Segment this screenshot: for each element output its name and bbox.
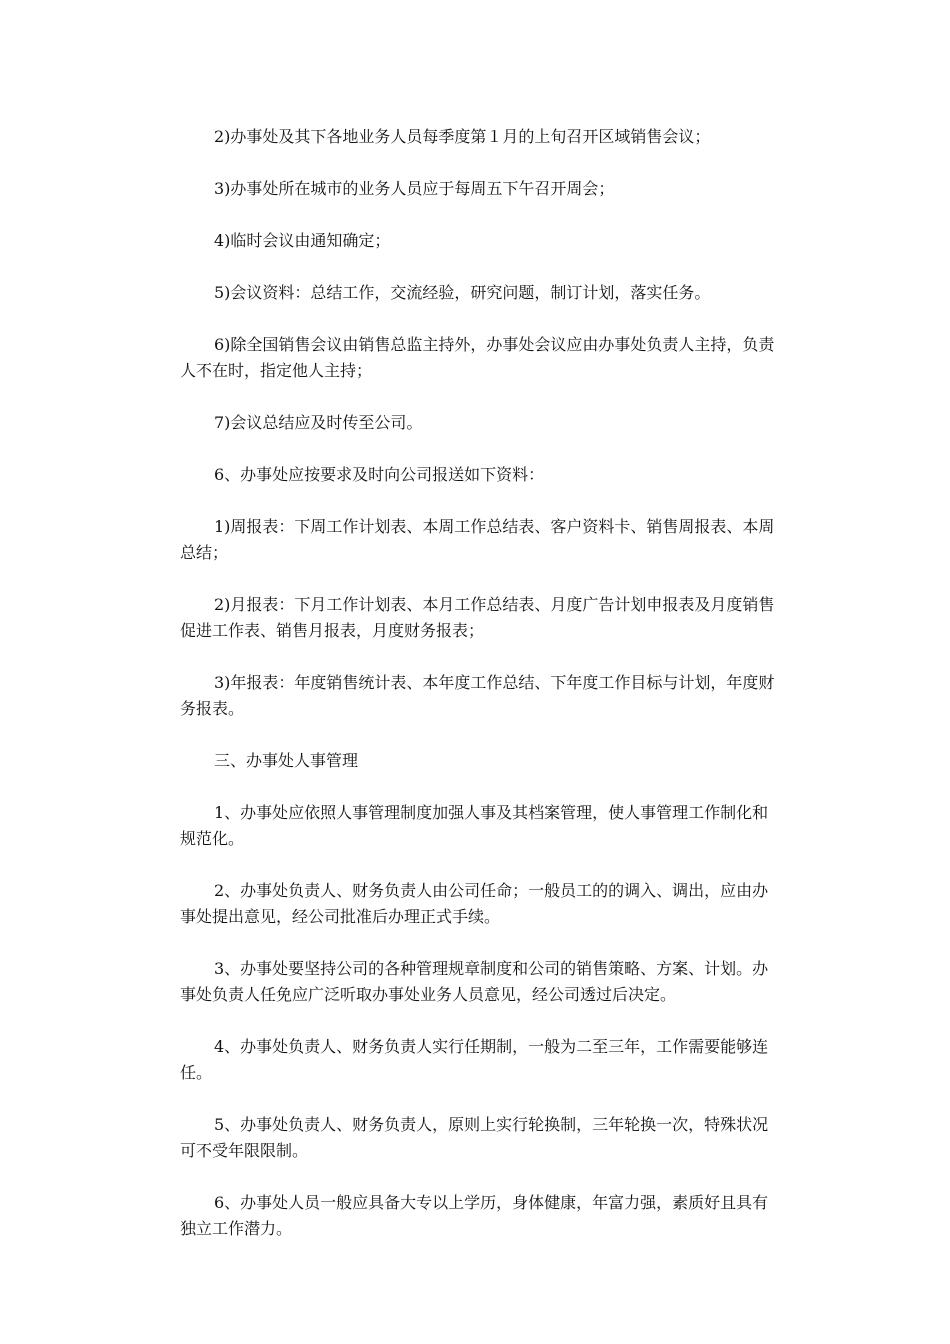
paragraph-meeting-temporary: 4)临时会议由通知确定； bbox=[214, 231, 391, 250]
paragraph-personnel-4: 4、办事处负责人、财务负责人实行任期制，一般为二至三年，工作需要能够连任。 bbox=[180, 1037, 769, 1082]
paragraph-weekly-report: 1)周报表：下周工作计划表、本周工作总结表、客户资料卡、销售周报表、本周总结； bbox=[180, 517, 775, 562]
paragraph-meeting-materials: 5)会议资料：总结工作，交流经验，研究问题，制订计划，落实任务。 bbox=[214, 283, 711, 302]
paragraph-meeting-weekly: 3)办事处所在城市的业务人员应于每周五下午召开周会； bbox=[214, 179, 615, 198]
paragraph-meeting-regional: 2)办事处及其下各地业务人员每季度第１月的上旬召开区域销售会议； bbox=[214, 127, 711, 146]
paragraph-personnel-2: 2、办事处负责人、财务负责人由公司任命；一般员工的的调入、调出，应由办事处提出意见，经公司批准后办理正式手续。 bbox=[180, 881, 769, 926]
paragraph-monthly-report: 2)月报表：下月工作计划表、本月工作总结表、月度广告计划申报表及月度销售促进工作表、销售月报表，月度财务报表； bbox=[180, 595, 775, 640]
paragraph-report-requirements: 6、办事处应按要求及时向公司报送如下资料： bbox=[214, 465, 545, 484]
paragraph-meeting-host: 6)除全国销售会议由销售总监主持外，办事处会议应由办事处负责人主持，负责人不在时，指定他人主持； bbox=[180, 335, 775, 380]
document-body bbox=[180, 124, 780, 1268]
paragraph-personnel-6: 6、办事处人员一般应具备大专以上学历，身体健康，年富力强，素质好且具有独立工作潜力。 bbox=[180, 1193, 769, 1238]
paragraph-annual-report: 3)年报表：年度销售统计表、本年度工作总结、下年度工作目标与计划，年度财务报表。 bbox=[180, 673, 775, 718]
paragraph-personnel-3: 3、办事处要坚持公司的各种管理规章制度和公司的销售策略、方案、计划。办事处负责人任免应广泛听取办事处业务人员意见，经公司透过后决定。 bbox=[180, 959, 769, 1004]
section-heading-personnel: 三、办事处人事管理 bbox=[214, 751, 359, 770]
paragraph-personnel-5: 5、办事处负责人、财务负责人，原则上实行轮换制，三年轮换一次，特殊状况可不受年限限制。 bbox=[180, 1115, 769, 1160]
paragraph-personnel-1: 1、办事处应依照人事管理制度加强人事及其档案管理，使人事管理工作制化和规范化。 bbox=[180, 803, 769, 848]
paragraph-meeting-summary: 7)会议总结应及时传至公司。 bbox=[214, 413, 423, 432]
